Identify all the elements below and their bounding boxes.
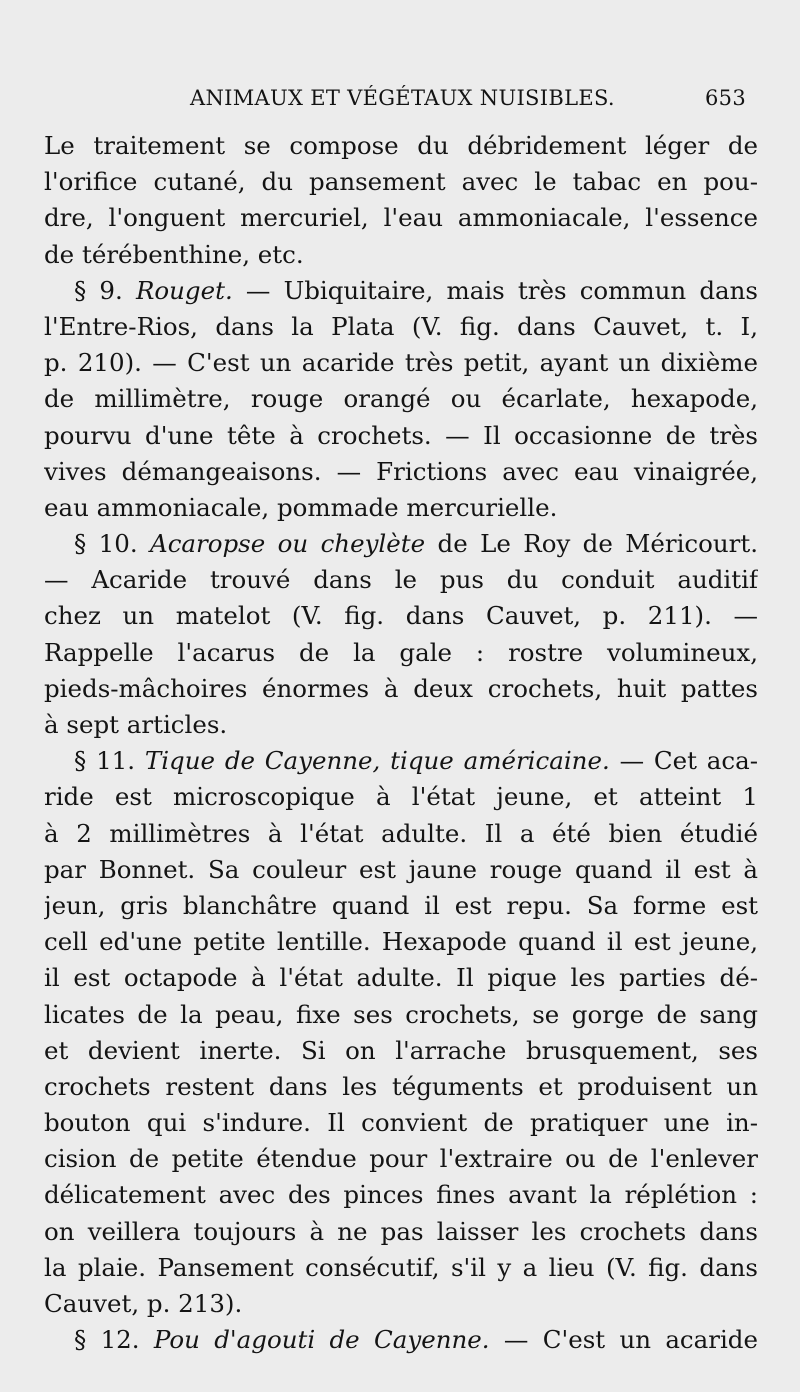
- page-number: 653: [705, 86, 746, 110]
- text-line: Cauvet, p. 213).: [44, 1289, 243, 1318]
- text-line: licates de la peau, fixe ses crochets, se gorge de sang: [44, 999, 758, 1029]
- text-line: et devient inerte. Si on l'arrache brusquement, ses: [44, 1035, 758, 1065]
- text-line: [44, 526, 758, 562]
- text-line: de millimètre, rouge orangé ou écarlate, hexapode,: [44, 384, 758, 414]
- text-line: Le traitement se compose du débridement léger de: [44, 131, 758, 160]
- text-line: [44, 273, 758, 309]
- text-line: pieds-mâchoires énormes à deux crochets, huit pattes: [44, 673, 758, 703]
- text-line: l'orifice cutané, du pansement avec le tabac en pou-: [44, 167, 758, 197]
- text-line: eau ammoniacale, pommade mercurielle.: [44, 492, 558, 522]
- text-line: par Bonnet. Sa couleur est jaune rouge quand il est à: [44, 854, 758, 884]
- text-line: à 2 millimètres à l'état adulte. Il a été bien étudié: [44, 818, 758, 848]
- running-title: ANIMAUX ET VÉGÉTAUX NUISIBLES.: [190, 86, 615, 110]
- section-title: Pou d'agouti de Cayenne.: [153, 1325, 490, 1355]
- section-number: § 9.: [74, 275, 136, 305]
- text-line: chez un matelot (V. fig. dans Cauvet, p. 211). —: [44, 601, 758, 631]
- text-line: cell ed'une petite lentille. Hexapode quand il est jeune,: [44, 927, 758, 957]
- text-line: [44, 1322, 758, 1358]
- line-text: — C'est un acaride: [489, 1325, 758, 1355]
- text-line: dre, l'onguent mercuriel, l'eau ammoniacale, l'essence: [44, 203, 758, 233]
- line-text: — Ubiquitaire, mais très commun dans: [232, 275, 758, 305]
- section-title: Rouget.: [135, 275, 233, 305]
- body-text: [44, 128, 758, 1358]
- text-line: p. 210). — C'est un acaride très petit, ayant un dixième: [44, 348, 758, 378]
- text-line: on veillera toujours à ne pas laisser les crochets dans: [44, 1216, 758, 1246]
- text-line: pourvu d'une tête à crochets. — Il occasionne de très: [44, 420, 758, 450]
- text-line: Rappelle l'acarus de la gale : rostre volumineux,: [44, 637, 758, 667]
- line-text: — Cet aca-: [609, 746, 758, 776]
- text-line: [44, 743, 758, 779]
- text-line: crochets restent dans les téguments et produisent un: [44, 1071, 758, 1101]
- text-line: à sept articles.: [44, 710, 228, 739]
- section-number: § 10.: [74, 529, 151, 559]
- text-line: jeun, gris blanchâtre quand il est repu. Sa forme est: [44, 890, 758, 920]
- section-number: § 12.: [74, 1325, 154, 1355]
- text-line: ride est microscopique à l'état jeune, et atteint 1: [44, 782, 758, 812]
- text-line: l'Entre-Rios, dans la Plata (V. fig. dans Cauvet, t. I,: [44, 311, 758, 341]
- section-title: Acaropse ou cheylète: [150, 529, 426, 559]
- text-line: vives démangeaisons. — Frictions avec eau vinaigrée,: [44, 456, 758, 486]
- section-title: Tique de Cayenne, tique américaine.: [144, 746, 610, 776]
- running-head: [190, 86, 750, 120]
- text-line: bouton qui s'indure. Il convient de pratiquer une in-: [44, 1108, 758, 1138]
- text-line: de térébenthine, etc.: [44, 239, 304, 269]
- text-line: délicatement avec des pinces fines avant la réplétion :: [44, 1180, 758, 1210]
- line-text: de Le Roy de Méricourt.: [425, 529, 758, 559]
- text-line: cision de petite étendue pour l'extraire ou de l'enlever: [44, 1144, 758, 1174]
- section-number: § 11.: [74, 746, 145, 776]
- text-line: il est octapode à l'état adulte. Il pique les parties dé-: [44, 963, 758, 993]
- text-line: la plaie. Pansement consécutif, s'il y a lieu (V. fig. dans: [44, 1252, 758, 1282]
- text-line: — Acaride trouvé dans le pus du conduit auditif: [44, 565, 758, 595]
